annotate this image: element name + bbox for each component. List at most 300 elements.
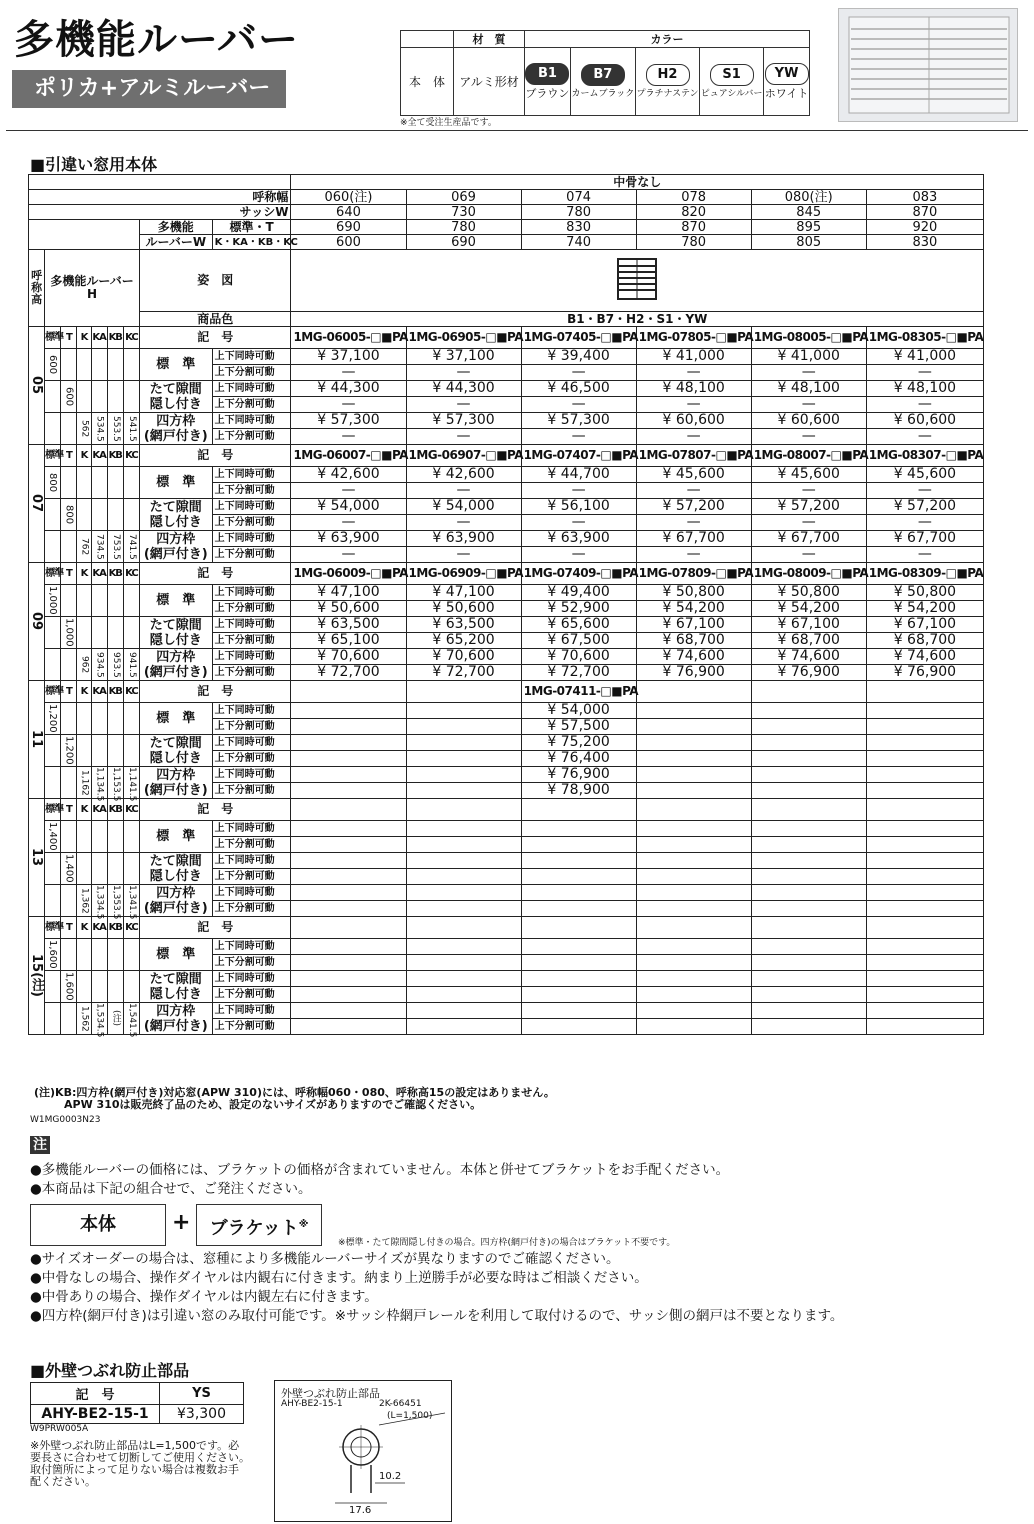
price-cell	[866, 735, 983, 751]
op-label: 上下分割可動	[212, 869, 291, 885]
width-value: 870	[636, 220, 751, 235]
height-code: 11	[29, 681, 45, 799]
price-cell: ¥ 68,700	[751, 633, 866, 649]
price-cell: ¥ 50,600	[406, 601, 521, 617]
price-cell: —	[751, 429, 866, 445]
t-h: 1,400	[61, 853, 77, 885]
price-cell: ¥ 41,000	[636, 349, 751, 365]
price-cell	[291, 955, 406, 971]
price-cell	[406, 783, 521, 799]
price-cell: ¥ 72,700	[406, 665, 521, 681]
op-label: 上下分割可動	[212, 601, 291, 617]
price-cell	[521, 853, 636, 869]
k-h: 1,362	[77, 885, 91, 917]
product-code: 1MG-06905-□■PA	[406, 327, 521, 349]
width-value: 074	[521, 190, 636, 205]
price-cell	[521, 901, 636, 917]
type-col-label: KA	[91, 799, 107, 821]
price-cell	[866, 885, 983, 901]
blank-cell	[107, 939, 123, 971]
price-cell	[521, 955, 636, 971]
type-col-label: K	[77, 799, 91, 821]
product-code: 1MG-07409-□■PA	[521, 563, 636, 585]
page-subtitle: ポリカ+アルミルーバー	[12, 70, 286, 108]
type-shiho-label: 四方枠 (網戸付き)	[139, 413, 212, 445]
price-cell	[636, 751, 751, 767]
type-std-label: 標 準	[139, 939, 212, 971]
color-swatch-b7: B7 カームブラック	[570, 48, 635, 116]
price-cell	[521, 971, 636, 987]
price-cell: —	[291, 397, 406, 413]
price-cell: —	[291, 429, 406, 445]
t-h: 600	[61, 381, 77, 413]
width-value: 780	[406, 220, 521, 235]
header-corner	[29, 175, 291, 190]
price-cell	[406, 703, 521, 719]
type-col-label: K	[77, 445, 91, 467]
price-cell	[866, 1003, 983, 1019]
width-value: 690	[406, 235, 521, 250]
type-col-label: KB	[107, 327, 123, 349]
blank-cell	[77, 853, 91, 885]
louver-h-label: 多機能ルーバーH	[45, 250, 140, 327]
notes-list-2	[30, 1250, 843, 1326]
price-cell	[291, 901, 406, 917]
blank-cell	[77, 349, 91, 381]
blank-cell	[123, 467, 139, 499]
product-code: 1MG-07807-□■PA	[636, 445, 751, 467]
price-cell	[291, 735, 406, 751]
price-cell: ¥ 75,200	[521, 735, 636, 751]
k-h: 541.5	[123, 413, 139, 445]
product-code	[636, 681, 751, 703]
op-label: 上下同時可動	[212, 1003, 291, 1019]
price-cell: —	[636, 547, 751, 563]
blank-cell	[45, 531, 61, 563]
price-cell: ¥ 41,000	[751, 349, 866, 365]
price-cell	[751, 885, 866, 901]
price-cell: ¥ 68,700	[636, 633, 751, 649]
blank-cell	[61, 1003, 77, 1035]
price-cell: —	[751, 365, 866, 381]
price-cell	[406, 751, 521, 767]
blank-cell	[107, 467, 123, 499]
blank-cell	[45, 1003, 61, 1035]
price-cell	[291, 821, 406, 837]
type-std-label: 標 準	[139, 585, 212, 617]
window-figure-icon	[617, 258, 657, 300]
k-h: 1,534.5	[91, 1003, 107, 1035]
blank-cell	[61, 649, 77, 681]
price-cell	[751, 955, 866, 971]
width-value: 078	[636, 190, 751, 205]
k-h: 962	[77, 649, 91, 681]
price-cell: ¥ 42,600	[406, 467, 521, 483]
price-cell	[406, 939, 521, 955]
price-cell: ¥ 54,200	[636, 601, 751, 617]
op-label: 上下分割可動	[212, 397, 291, 413]
price-cell: —	[636, 515, 751, 531]
price-cell	[751, 853, 866, 869]
louver-w-label: ルーバーW	[139, 235, 212, 250]
k-h: 1,353.5	[107, 885, 123, 917]
k-h: 1,562	[77, 1003, 91, 1035]
body-label: 本 体	[401, 48, 454, 116]
price-cell: ¥ 57,300	[291, 413, 406, 429]
price-cell	[866, 955, 983, 971]
figure-cell	[291, 250, 984, 312]
width-value: 805	[751, 235, 866, 250]
section-title-wall-part: ■外壁つぶれ防止部品	[30, 1361, 190, 1380]
price-cell: ¥ 65,600	[521, 617, 636, 633]
price-cell: ¥ 41,000	[866, 349, 983, 365]
price-cell: —	[751, 483, 866, 499]
width-value: 069	[406, 190, 521, 205]
op-label: 上下分割可動	[212, 1019, 291, 1035]
type-shiho-label: 四方枠 (網戸付き)	[139, 767, 212, 799]
product-photo	[838, 8, 1018, 122]
k-h: 1,153.5	[107, 767, 123, 799]
price-cell	[406, 901, 521, 917]
product-code	[406, 799, 521, 821]
blank-cell	[107, 585, 123, 617]
type-tate-label: たて隙間 隠し付き	[139, 853, 212, 885]
type-col-label: 標準	[45, 799, 61, 821]
k-h: 1,334.5	[91, 885, 107, 917]
price-cell	[636, 719, 751, 735]
price-cell	[866, 703, 983, 719]
price-cell	[521, 987, 636, 1003]
wall-part-diagram: 外壁つぶれ防止部品 AHY-BE2-15-1 2K-66451 (L=1,500) 10.2 17.6	[274, 1380, 452, 1522]
op-label: 上下同時可動	[212, 885, 291, 901]
type-col-label: 標準	[45, 445, 61, 467]
price-cell: ¥ 44,700	[521, 467, 636, 483]
price-cell: ¥ 54,000	[521, 703, 636, 719]
blank-cell	[123, 939, 139, 971]
price-cell: —	[406, 397, 521, 413]
type-col-label: KB	[107, 681, 123, 703]
op-label: 上下同時可動	[212, 767, 291, 783]
k-h: 1,162	[77, 767, 91, 799]
price-cell: —	[291, 483, 406, 499]
price-cell	[866, 751, 983, 767]
width-value: 920	[866, 220, 983, 235]
blank-cell	[61, 703, 77, 735]
price-cell	[636, 955, 751, 971]
price-cell	[751, 869, 866, 885]
type-shiho-label: 四方枠 (網戸付き)	[139, 1003, 212, 1035]
k-h: 734.5	[91, 531, 107, 563]
price-cell	[636, 869, 751, 885]
price-cell	[866, 837, 983, 853]
price-cell: ¥ 76,900	[521, 767, 636, 783]
product-code: 1MG-07405-□■PA	[521, 327, 636, 349]
type-col-label: T	[61, 917, 77, 939]
blank-cell	[77, 467, 91, 499]
product-code	[751, 917, 866, 939]
price-cell: —	[636, 365, 751, 381]
product-code: 1MG-06005-□■PA	[291, 327, 406, 349]
price-cell: —	[406, 547, 521, 563]
type-tate-label: たて隙間 隠し付き	[139, 499, 212, 531]
price-cell: —	[521, 483, 636, 499]
price-cell: ¥ 60,600	[751, 413, 866, 429]
op-label: 上下同時可動	[212, 735, 291, 751]
op-label: 上下同時可動	[212, 585, 291, 601]
t-h: 1,200	[61, 735, 77, 767]
price-cell: ¥ 47,100	[406, 585, 521, 601]
price-cell: —	[866, 429, 983, 445]
op-label: 上下分割可動	[212, 515, 291, 531]
product-code: 1MG-06907-□■PA	[406, 445, 521, 467]
kigo-label: 記 号	[139, 799, 290, 821]
product-code	[291, 681, 406, 703]
width-value: 740	[521, 235, 636, 250]
notes-badge: 注	[30, 1136, 50, 1154]
blank-cell	[77, 703, 91, 735]
type-col-label: 標準	[45, 681, 61, 703]
page-title: 多機能ルーバー	[14, 17, 299, 63]
kigo-label: 記 号	[139, 327, 290, 349]
op-label: 上下分割可動	[212, 987, 291, 1003]
op-label: 上下同時可動	[212, 853, 291, 869]
type-col-label: KA	[91, 445, 107, 467]
price-cell: ¥ 50,800	[866, 585, 983, 601]
material-header: 材 質	[454, 31, 525, 48]
type-tate-label: たて隙間 隠し付き	[139, 735, 212, 767]
row-label-sash-w: サッシW	[29, 205, 291, 220]
product-code	[291, 799, 406, 821]
price-cell	[866, 821, 983, 837]
type-col-label: 標準	[45, 917, 61, 939]
price-cell	[406, 821, 521, 837]
price-cell	[406, 837, 521, 853]
price-cell: —	[291, 547, 406, 563]
op-label: 上下同時可動	[212, 821, 291, 837]
blank-cell	[91, 971, 107, 1003]
price-cell	[291, 837, 406, 853]
product-code: 1MG-06007-□■PA	[291, 445, 406, 467]
price-cell: ¥ 63,500	[406, 617, 521, 633]
price-cell	[406, 971, 521, 987]
std-h: 1,200	[45, 703, 61, 735]
blank-cell	[123, 349, 139, 381]
price-cell	[751, 837, 866, 853]
op-label: 上下同時可動	[212, 617, 291, 633]
k-h: 1,141.5	[123, 767, 139, 799]
price-cell	[406, 767, 521, 783]
price-cell: ¥ 63,900	[521, 531, 636, 547]
color-swatch-yw: YW ホワイト	[764, 48, 810, 116]
price-cell	[866, 901, 983, 917]
k-h: 1,341.5	[123, 885, 139, 917]
price-cell	[291, 1003, 406, 1019]
price-cell: —	[521, 365, 636, 381]
price-table-wrap	[28, 174, 984, 1038]
price-cell	[866, 767, 983, 783]
price-cell: ¥ 54,000	[406, 499, 521, 515]
price-cell: ¥ 57,300	[406, 413, 521, 429]
price-cell: ¥ 63,900	[406, 531, 521, 547]
price-cell	[406, 719, 521, 735]
row-label-k: K・KA・KB・KC	[212, 235, 291, 250]
product-code: 1MG-08307-□■PA	[866, 445, 983, 467]
blank-cell	[91, 381, 107, 413]
k-h: 941.5	[123, 649, 139, 681]
type-col-label: T	[61, 563, 77, 585]
op-label: 上下同時可動	[212, 939, 291, 955]
kigo-label: 記 号	[139, 917, 290, 939]
blank-cell	[91, 585, 107, 617]
sugata-label: 姿 図	[139, 250, 290, 312]
price-cell: ¥ 39,400	[521, 349, 636, 365]
price-cell	[866, 853, 983, 869]
product-code: 1MG-07809-□■PA	[636, 563, 751, 585]
material-value: アルミ形材	[454, 48, 525, 116]
price-cell	[636, 987, 751, 1003]
std-h: 1,000	[45, 585, 61, 617]
blank-cell	[107, 821, 123, 853]
price-cell: —	[866, 397, 983, 413]
type-col-label: KB	[107, 917, 123, 939]
blank-cell	[91, 467, 107, 499]
price-cell	[406, 1019, 521, 1035]
blank-cell	[61, 821, 77, 853]
wall-part-note: ※外壁つぶれ防止部品はL=1,500です。必 要長さに合わせて切断してご使用ください。 取付箇所によって足りない場合は複数お手 配ください。	[30, 1439, 250, 1488]
blank-cell	[123, 381, 139, 413]
blank-cell	[77, 939, 91, 971]
price-cell: —	[521, 397, 636, 413]
price-cell: —	[291, 365, 406, 381]
price-cell: ¥ 48,100	[751, 381, 866, 397]
price-cell: ¥ 70,600	[521, 649, 636, 665]
price-cell: ¥ 57,200	[751, 499, 866, 515]
blank-cell	[61, 531, 77, 563]
blank-cell	[91, 617, 107, 649]
price-cell	[866, 971, 983, 987]
price-cell: ¥ 63,900	[291, 531, 406, 547]
blank-cell	[45, 971, 61, 1003]
price-cell: ¥ 54,200	[866, 601, 983, 617]
price-cell: ¥ 68,700	[866, 633, 983, 649]
width-value: 080(注)	[751, 190, 866, 205]
width-value: 730	[406, 205, 521, 220]
product-code	[521, 799, 636, 821]
price-cell: —	[866, 547, 983, 563]
blank-cell	[107, 617, 123, 649]
price-cell: —	[406, 365, 521, 381]
blank-cell	[61, 349, 77, 381]
price-cell	[751, 971, 866, 987]
price-cell: ¥ 46,500	[521, 381, 636, 397]
price-cell: ¥ 67,700	[866, 531, 983, 547]
price-cell	[751, 735, 866, 751]
price-cell: ¥ 67,100	[636, 617, 751, 633]
blank-cell	[45, 381, 61, 413]
type-shiho-label: 四方枠 (網戸付き)	[139, 885, 212, 917]
width-value: 845	[751, 205, 866, 220]
k-h: 562	[77, 413, 91, 445]
yobishou-height-label: 呼 称 高	[29, 250, 45, 327]
width-value: 830	[521, 220, 636, 235]
price-cell: —	[521, 547, 636, 563]
price-cell: —	[406, 483, 521, 499]
type-col-label: KA	[91, 681, 107, 703]
height-code: 09	[29, 563, 45, 681]
price-cell: ¥ 57,200	[866, 499, 983, 515]
price-cell	[751, 767, 866, 783]
op-label: 上下分割可動	[212, 429, 291, 445]
material-table	[400, 30, 810, 116]
price-cell: ¥ 57,500	[521, 719, 636, 735]
price-cell	[636, 837, 751, 853]
op-label: 上下分割可動	[212, 751, 291, 767]
product-code: 1MG-08309-□■PA	[866, 563, 983, 585]
color-swatch-s1: S1 ピュアシルバー	[700, 48, 764, 116]
price-cell	[636, 853, 751, 869]
k-h: 953.5	[107, 649, 123, 681]
op-label: 上下分割可動	[212, 901, 291, 917]
op-label: 上下分割可動	[212, 955, 291, 971]
blank-cell	[61, 767, 77, 799]
type-col-label: T	[61, 799, 77, 821]
price-cell	[636, 901, 751, 917]
op-label: 上下分割可動	[212, 837, 291, 853]
price-cell: —	[866, 365, 983, 381]
price-cell: ¥ 50,800	[751, 585, 866, 601]
op-label: 上下同時可動	[212, 531, 291, 547]
price-cell: ¥ 48,100	[866, 381, 983, 397]
price-cell	[521, 869, 636, 885]
height-code: 07	[29, 445, 45, 563]
k-h: 553.5	[107, 413, 123, 445]
width-value: 820	[636, 205, 751, 220]
width-value: 870	[866, 205, 983, 220]
width-value: 830	[866, 235, 983, 250]
op-label: 上下同時可動	[212, 703, 291, 719]
k-h: 1,134.5	[91, 767, 107, 799]
k-h: 934.5	[91, 649, 107, 681]
blank-cell	[91, 939, 107, 971]
note-item: ●多機能ルーバーの価格には、ブラケットの価格が含まれていません。本体と併せてブラケットをお手配ください。	[30, 1162, 730, 1178]
price-cell: —	[291, 515, 406, 531]
price-cell: ¥ 57,200	[636, 499, 751, 515]
k-h: 534.5	[91, 413, 107, 445]
op-label: 上下分割可動	[212, 665, 291, 681]
product-code: 1MG-07805-□■PA	[636, 327, 751, 349]
price-cell	[636, 783, 751, 799]
price-cell	[751, 703, 866, 719]
price-cell	[751, 821, 866, 837]
combo-plus: +	[172, 1210, 191, 1235]
k-h: 741.5	[123, 531, 139, 563]
kigo-label: 記 号	[139, 563, 290, 585]
price-cell	[406, 1003, 521, 1019]
type-col-label: K	[77, 563, 91, 585]
op-label: 上下分割可動	[212, 719, 291, 735]
profile-drawing	[275, 1381, 451, 1521]
price-cell: —	[751, 515, 866, 531]
blank-cell	[29, 220, 140, 250]
price-cell	[521, 885, 636, 901]
price-cell: —	[521, 429, 636, 445]
price-cell	[866, 783, 983, 799]
blank-cell	[123, 735, 139, 767]
price-cell	[866, 869, 983, 885]
table-footnote: (注)KB:四方枠(網戸付き)対応窓(APW 310)には、呼称幅060・080、呼称高15の設定はありません。 APW 310は販売終了品のため、設定のないサイズがありますのでご確認ください。	[34, 1086, 555, 1111]
op-label: 上下分割可動	[212, 547, 291, 563]
price-cell	[751, 901, 866, 917]
